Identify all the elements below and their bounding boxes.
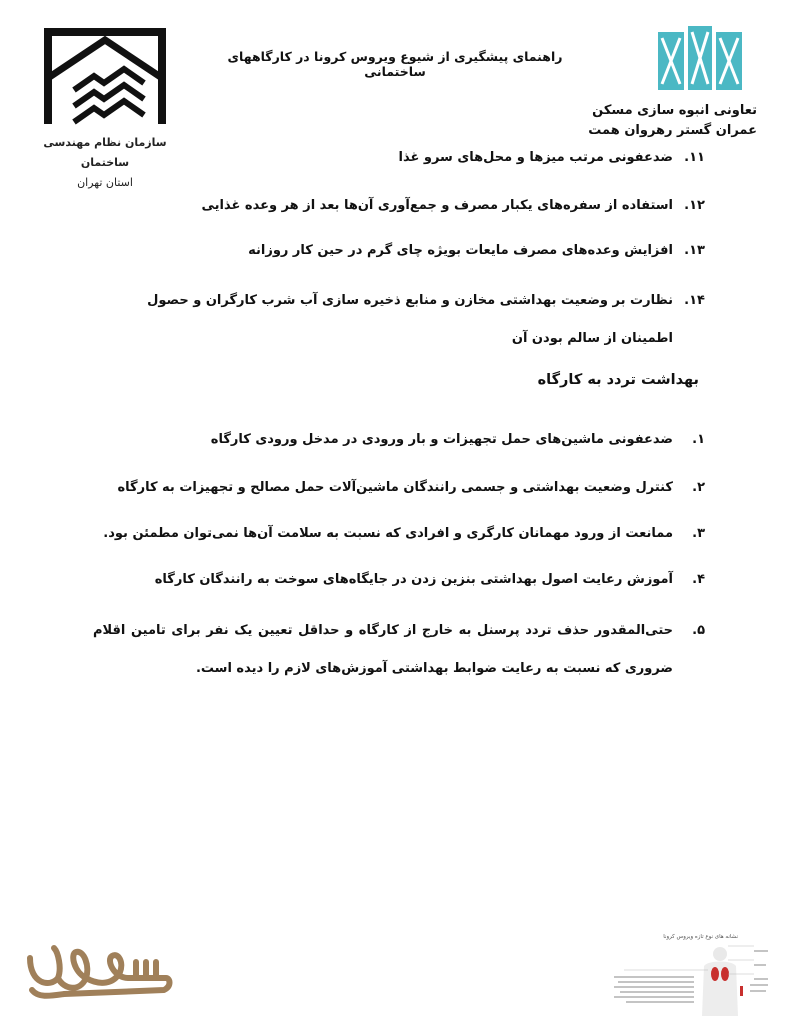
house-stairs-icon <box>44 28 166 128</box>
list-item <box>93 424 705 456</box>
calligraphy-logo-icon <box>24 938 174 1008</box>
list-item-number: ۴. <box>692 572 705 587</box>
list-item <box>93 564 705 596</box>
list-item-text: استفاده از سفره‌های یکبار مصرف و جمع‌آوری آن‌ها بعد از هر وعده غذایی <box>201 198 673 213</box>
list-item-text: حتی‌المقدور حذف تردد پرسنل به خارج از کارگاه و حداقل تعیین یک نفر برای تامین اقلام ضروری که نسبت به رعایت ضوابط بهداشتی آموزش‌های لازم را دیده است. <box>93 623 673 676</box>
list-item-number: ۱. <box>692 432 705 447</box>
building-icon <box>654 24 746 94</box>
list-item-number: ۵. <box>692 623 705 638</box>
list-item-text: ضدعفونی مرتب میزها و محل‌های سرو غذا <box>398 150 673 165</box>
list-item <box>93 282 705 358</box>
list-item-number: ۱۳. <box>684 243 705 258</box>
list-item <box>93 142 705 174</box>
org-name-line2: استان تهران <box>77 176 133 189</box>
list-item-text: نظارت بر وضعیت بهداشتی مخازن و منابع ذخیره سازی آب شرب کارگران و حصول اطمینان از سالم بودن آن <box>147 293 673 346</box>
cooperative-name <box>497 101 757 141</box>
list-item <box>93 518 705 550</box>
calligraphy-logo <box>24 938 174 1008</box>
list-item <box>93 472 705 504</box>
cooperative-name-line2: عمران گستر رهروان همت <box>588 123 757 138</box>
cooperative-name-line1: تعاونی انبوه سازی مسکن <box>592 103 757 118</box>
list-item-number: ۱۴. <box>684 293 705 308</box>
symptoms-infographic <box>604 930 772 1020</box>
list-item-text: افزایش وعده‌های مصرف مایعات بویژه چای گرم در حین کار روزانه <box>248 243 673 258</box>
list-item <box>93 190 705 222</box>
infographic-title: نشانه های نوع تازه ویروس کرونا <box>663 934 738 940</box>
list-item-text: ضدعفونی ماشین‌های حمل تجهیزات و بار ورودی در مدخل ورودی کارگاه <box>210 432 673 447</box>
list-item-text: ممانعت از ورود مهمانان کارگری و افرادی که نسبت به سلامت آن‌ها نمی‌توان مطمئن بود. <box>103 526 673 541</box>
list-item <box>93 612 705 688</box>
engineering-org-logo <box>44 28 166 128</box>
list-item-number: ۳. <box>692 526 705 541</box>
org-name-line1: سازمان نظام مهندسی ساختمان <box>43 136 167 169</box>
list-item-number: ۱۱. <box>684 150 705 165</box>
human-body-icon <box>604 930 772 1020</box>
section-heading: بهداشت تردد به کارگاه <box>537 372 699 388</box>
list-item-text: آموزش رعایت اصول بهداشتی بنزین زدن در جایگاه‌های سوخت به رانندگان کارگاه <box>154 572 673 587</box>
list-item <box>93 235 705 267</box>
list-item-number: ۲. <box>692 480 705 495</box>
list-item-text: کنترل وضعیت بهداشتی و جسمی رانندگان ماشین‌آلات حمل مصالح و تجهیزات به کارگاه <box>117 480 673 495</box>
list-item-number: ۱۲. <box>684 198 705 213</box>
document-title: راهنمای پیشگیری از شیوع ویروس کرونا در کارگاههای ساختمانی <box>227 49 563 79</box>
cooperative-logo <box>654 24 746 94</box>
